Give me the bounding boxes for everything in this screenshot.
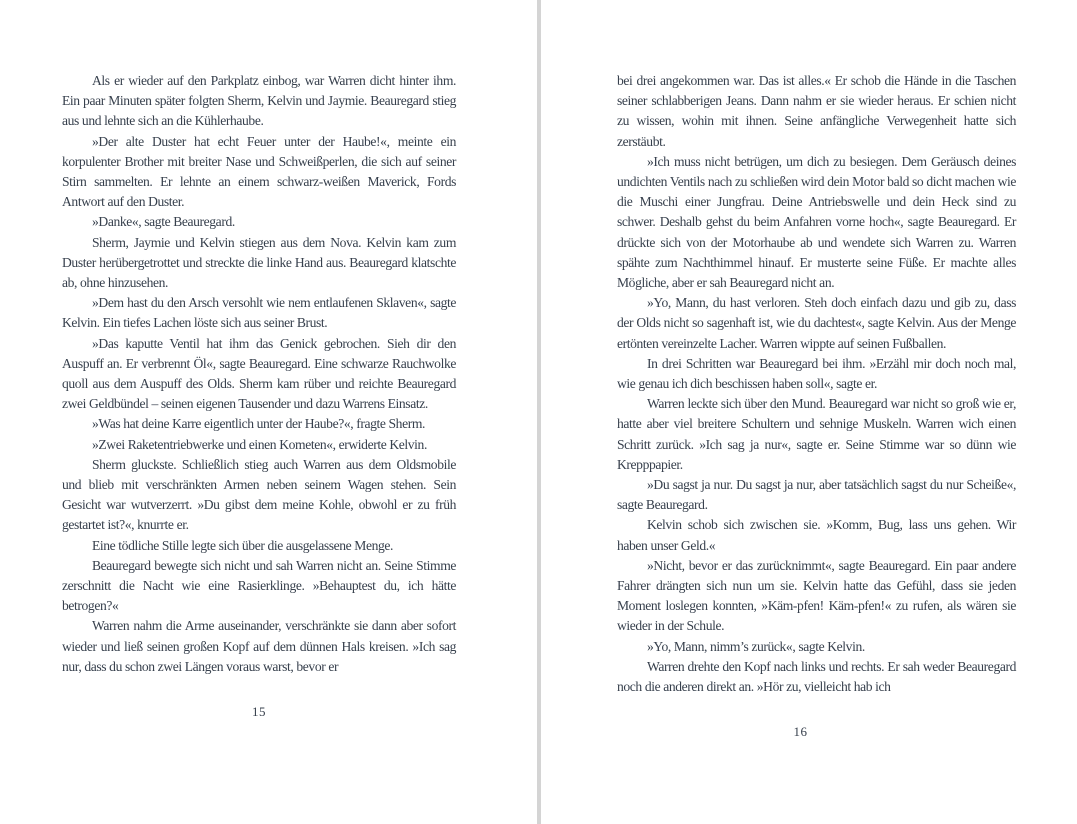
page-left	[62, 71, 456, 720]
page-number-left: 15	[252, 704, 266, 720]
paragraph: Sherm, Jaymie und Kelvin stiegen aus dem Nova. Kelvin kam zum Duster herübergetrottet und streckte die linke Hand aus. Beauregard klatschte ab, ohne hinzusehen.	[62, 234, 456, 291]
paragraph: Warren nahm die Arme auseinander, verschränkte sie dann aber sofort wieder und ließ seinen großen Kopf auf dem dünnen Hals kreisen. »Ich sag nur, dass du schon zwei Längen voraus warst, bevor er	[62, 618, 456, 674]
paragraph: Beauregard bewegte sich nicht und sah Warren nicht an. Seine Stimme zerschnitt die Nacht wie eine Rasierklinge. »Behauptest du, ich hätte betrogen?«	[62, 557, 456, 614]
paragraph: »Zwei Raketentriebwerke und einen Kometen«, erwiderte Kelvin.	[92, 436, 427, 452]
paragraph: Warren drehte den Kopf nach links und rechts. Er sah weder Beauregard noch die anderen direkt an. »Hör zu, vielleicht hab ich	[617, 658, 1016, 695]
paragraph: Sherm gluckste. Schließlich stieg auch Warren aus dem Oldsmobile und blieb mit verschränkten Armen neben seinem Wagen stehen. Sein Gesicht war wutverzerrt. »Du gibst dem meine Kohle, obwohl er zu früh gestartet ist?«, knurrte er.	[62, 456, 456, 533]
paragraph: »Ich muss nicht betrügen, um dich zu besiegen. Dem Geräusch deines undichten Ventils nach zu schließen wird dein Motor bald so dicht machen wie die Muschi einer Jungfrau. Deine Antriebswelle und dein Heck sind zu schwer. Deshalb gehst du beim Anfahren vorne hoch«, sagte Beauregard. Er drückte sich von der Motorhaube ab und wendete sich Warren zu. Warren spähte zum Nachthimmel hinauf. Er musterte seine Füße. Er machte alles Mögliche, aber er sah Beauregard nicht an.	[617, 153, 1016, 291]
paragraph: In drei Schritten war Beauregard bei ihm. »Erzähl mir doch noch mal, wie genau ich dich beschissen haben soll«, sagte er.	[617, 355, 1016, 392]
paragraph: Warren leckte sich über den Mund. Beauregard war nicht so groß wie er, hatte aber viel breitere Schultern und sehnige Muskeln. Warren wich einen Schritt zurück. »Ich sag ja nur«, sagte er. Seine Stimme war so dünn wie Krepppapier.	[617, 396, 1016, 472]
paragraph: »Du sagst ja nur. Du sagst ja nur, aber tatsächlich sagst du nur Scheiße«, sagte Beauregard.	[617, 477, 1016, 513]
page-right-text	[617, 71, 1016, 697]
paragraph: bei drei angekommen war. Das ist alles.« Er schob die Hände in die Taschen seiner schlabberigen Jeans. Dann nahm er sie wieder heraus. Er schien nicht zu wissen, wohin mit ihnen. Seine anfängliche Verwegenheit hatte sich zerstäubt.	[617, 73, 1016, 149]
paragraph: Eine tödliche Stille legte sich über die ausgelassene Menge.	[92, 537, 394, 553]
paragraph: »Yo, Mann, du hast verloren. Steh doch einfach dazu und gib zu, dass der Olds nicht so sagenhaft ist, wie du dachtest«, sagte Kelvin. Aus der Menge ertönten vereinzelte Lacher. Warren wippte auf seinen Fußballen.	[617, 295, 1016, 351]
paragraph: »Yo, Mann, nimm’s zurück«, sagte Kelvin.	[647, 638, 865, 654]
paragraph: Kelvin schob sich zwischen sie. »Komm, Bug, lass uns gehen. Wir haben unser Geld.«	[617, 517, 1016, 553]
paragraph: »Das kaputte Ventil hat ihm das Genick gebrochen. Sieh dir den Auspuff an. Er verbrennt Öl«, sagte Beauregard. Eine schwarze Rauchwolke quoll aus dem Auspuff des Olds. Sherm kam rüber und reichte Beauregard zwei Geldbündel – seinen eigenen Tausender und dazu Warrens Einsatz.	[62, 335, 456, 412]
page-right	[617, 71, 1016, 740]
paragraph: »Dem hast du den Arsch versohlt wie nem entlaufenen Sklaven«, sagte Kelvin. Ein tiefes Lachen löste sich aus seiner Brust.	[62, 295, 456, 331]
paragraph: »Was hat deine Karre eigentlich unter der Haube?«, fragte Sherm.	[92, 416, 426, 432]
paragraph: »Der alte Duster hat echt Feuer unter der Haube!«, meinte ein korpulenter Brother mit breiter Nase und Schweißperlen, die sich auf seiner Stirn sammelten. Er lehnte an einem schwarz-weißen Maverick, Fords Antwort auf den Duster.	[62, 133, 456, 210]
paragraph: »Nicht, bevor er das zurücknimmt«, sagte Beauregard. Ein paar andere Fahrer drängten sich nun um sie. Kelvin hatte das Gefühl, dass sie jeden Moment loslegen konnten, »Käm-pfen! Käm-pfen!« zu rufen, als wären sie wieder in der Schule.	[617, 557, 1016, 634]
page-left-text	[62, 71, 456, 677]
paragraph: »Danke«, sagte Beauregard.	[92, 214, 235, 230]
page-number-right: 16	[793, 724, 808, 740]
page-gutter-divider	[537, 0, 541, 824]
paragraph: Als er wieder auf den Parkplatz einbog, war Warren dicht hinter ihm. Ein paar Minuten später folgten Sherm, Kelvin und Jaymie. Beauregard stieg aus und lehnte sich an die Kühlerhaube.	[62, 73, 456, 129]
